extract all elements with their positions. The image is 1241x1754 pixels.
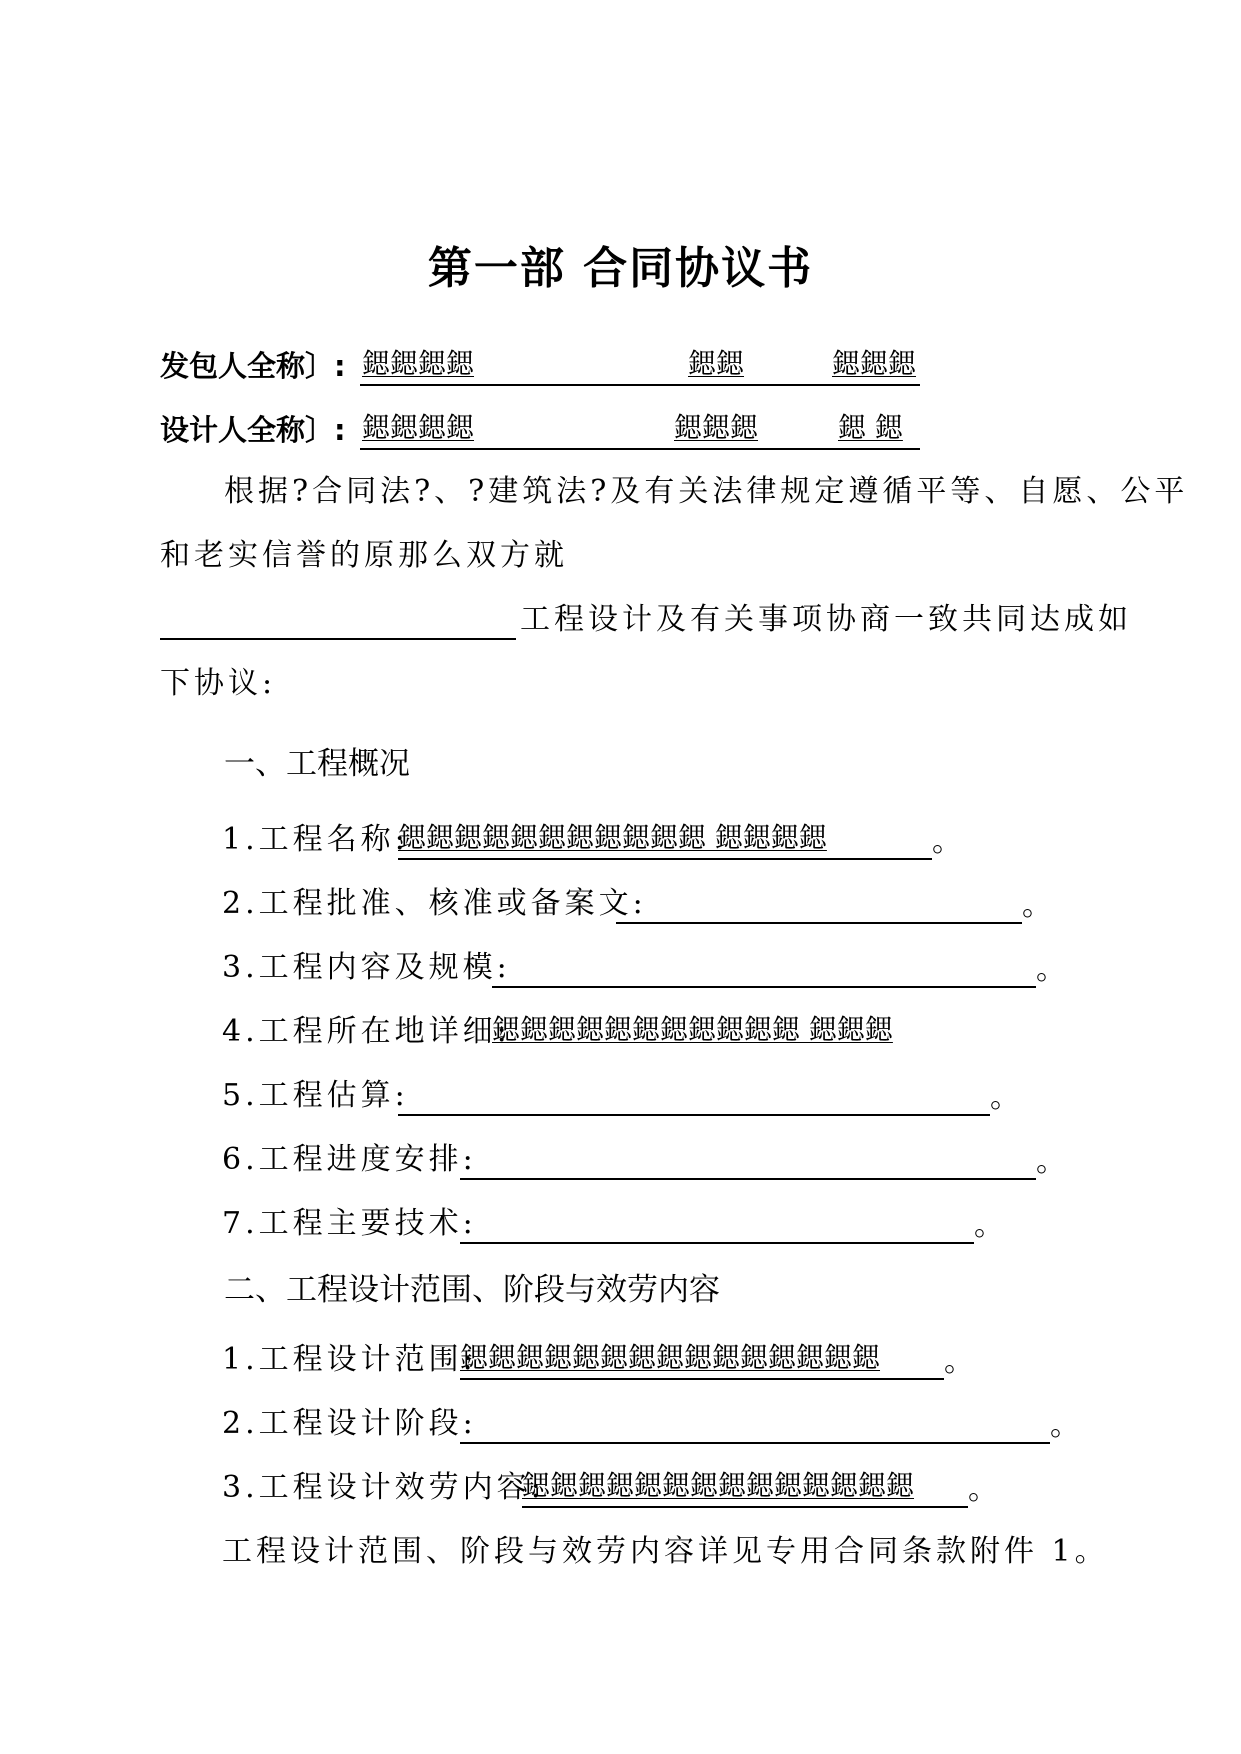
item-1-2-end: 。 <box>1022 888 1052 923</box>
item-2-1-end: 。 <box>944 1344 974 1379</box>
intro-line-2: 和老实信誉的原那么双方就 <box>160 538 568 573</box>
item-1-1-end: 。 <box>932 824 962 859</box>
approval-doc-field[interactable] <box>616 882 1022 924</box>
design-service-field[interactable] <box>522 1466 968 1508</box>
content-scale-field[interactable] <box>492 946 1036 988</box>
designer-name-seg1: 鍶鍶鍶鍶 <box>362 411 475 444</box>
client-name-seg3: 鍶鍶鍶 <box>832 347 917 380</box>
project-name-value: 鍶鍶鍶鍶鍶鍶鍶鍶鍶鍶鍶 鍶鍶鍶鍶 <box>398 821 827 854</box>
schedule-field[interactable] <box>460 1138 1036 1180</box>
item-1-5-end: 。 <box>990 1080 1020 1115</box>
section-1-heading: 一、工程概况 <box>224 746 410 782</box>
designer-label: 设计人全称〕: <box>160 413 346 447</box>
item-2-3-end: 。 <box>968 1472 998 1507</box>
design-scope-field[interactable] <box>460 1338 944 1380</box>
section-2-note: 工程设计范围、阶段与效劳内容详见专用合同条款附件 1。 <box>222 1534 1109 1569</box>
item-1-3-end: 。 <box>1036 952 1066 987</box>
item-1-4-label: 4.工程所在地详细: <box>222 1014 511 1049</box>
location-field[interactable] <box>492 1010 902 1050</box>
item-1-6-end: 。 <box>1036 1144 1066 1179</box>
intro-line-4: 下协议: <box>160 666 277 701</box>
item-2-1-label: 1.工程设计范围: <box>222 1342 477 1377</box>
item-1-7-end: 。 <box>974 1208 1004 1243</box>
intro-line-1: 根据?合同法?、?建筑法?及有关法律规定遵循平等、自愿、公平 <box>224 474 1189 509</box>
client-name-seg1: 鍶鍶鍶鍶 <box>362 347 475 380</box>
item-1-5-label: 5.工程估算: <box>222 1078 409 1113</box>
designer-name-seg2: 鍶鍶鍶 <box>674 411 759 444</box>
item-2-3-label: 3.工程设计效劳内容: <box>222 1470 545 1505</box>
design-scope-value: 鍶鍶鍶鍶鍶鍶鍶鍶鍶鍶鍶鍶鍶鍶鍶 <box>460 1341 881 1374</box>
designer-name-seg3: 鍶 鍶 <box>838 411 903 444</box>
item-2-2-label: 2.工程设计阶段: <box>222 1406 477 1441</box>
project-name-blank[interactable] <box>160 598 516 640</box>
item-1-3-label: 3.工程内容及规模: <box>222 950 511 985</box>
location-value: 鍶鍶鍶鍶鍶鍶鍶鍶鍶鍶鍶 鍶鍶鍶 <box>492 1013 893 1046</box>
intro-line-3: 工程设计及有关事项协商一致共同达成如 <box>520 602 1132 637</box>
project-name-field[interactable] <box>398 818 932 860</box>
page-title: 第一部 合同协议书 <box>427 243 814 294</box>
client-name-seg2: 鍶鍶 <box>688 347 745 380</box>
item-1-7-label: 7.工程主要技术: <box>222 1206 477 1241</box>
section-2-heading: 二、工程设计范围、阶段与效劳内容 <box>224 1272 720 1308</box>
estimate-field[interactable] <box>398 1074 990 1116</box>
design-service-value: 鍶鍶鍶鍶鍶鍶鍶鍶鍶鍶鍶鍶鍶鍶 <box>522 1469 915 1502</box>
item-1-2-label: 2.工程批准、核准或备案文: <box>222 886 647 921</box>
tech-field[interactable] <box>460 1202 974 1244</box>
designer-name-field[interactable] <box>360 408 920 450</box>
client-name-field[interactable] <box>360 344 920 386</box>
item-1-1-label: 1.工程名称: <box>222 822 409 857</box>
item-1-6-label: 6.工程进度安排: <box>222 1142 477 1177</box>
design-stage-field[interactable] <box>460 1402 1050 1444</box>
item-2-2-end: 。 <box>1050 1408 1080 1443</box>
client-label: 发包人全称〕: <box>160 349 346 383</box>
